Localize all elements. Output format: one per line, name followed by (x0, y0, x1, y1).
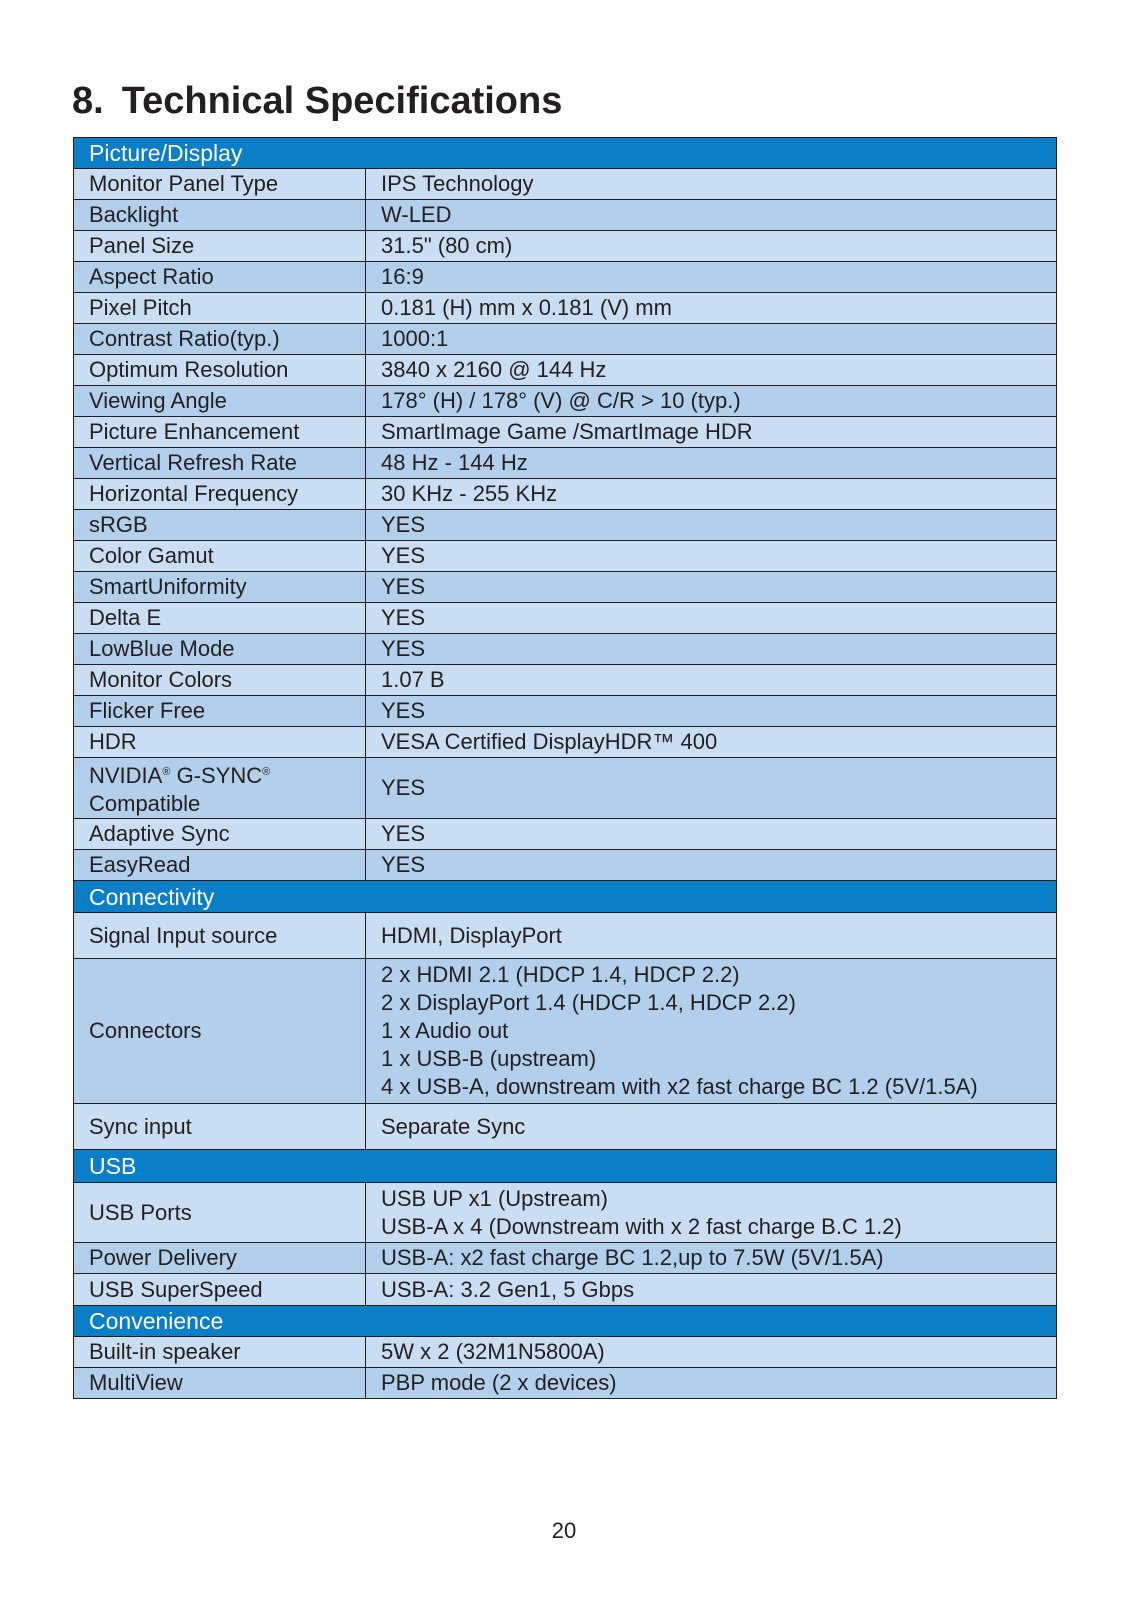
spec-label: Backlight (74, 200, 366, 231)
spec-label: LowBlue Mode (74, 634, 366, 665)
spec-value-line: 178° (H) / 178° (V) @ C/R > 10 (typ.) (381, 388, 741, 413)
spec-value-line: 1000:1 (381, 326, 449, 351)
spec-value (366, 727, 1057, 758)
spec-value-line: USB-A: x2 fast charge BC 1.2,up to 7.5W (5V/1.5A) (381, 1245, 884, 1270)
spec-value-line: 2 x HDMI 2.1 (HDCP 1.4, HDCP 2.2) (381, 962, 740, 987)
spec-value-line: 16:9 (381, 264, 424, 289)
label-part: NVIDIA (89, 763, 163, 788)
spec-value-line: 3840 x 2160 @ 144 Hz (381, 357, 607, 382)
spec-label: USB Ports (74, 1183, 366, 1243)
section-number: 8. (72, 80, 104, 122)
spec-value (366, 696, 1057, 727)
spec-label: Picture Enhancement (74, 417, 366, 448)
spec-row (74, 603, 1057, 634)
spec-label: USB SuperSpeed (74, 1274, 366, 1306)
spec-row (74, 479, 1057, 510)
section-header-row (74, 881, 1057, 913)
spec-label: HDR (74, 727, 366, 758)
spec-value-line: USB-A x 4 (Downstream with x 2 fast charge B.C 1.2) (381, 1213, 902, 1239)
spec-value-line: 1.07 B (381, 667, 445, 692)
spec-value-line: YES (381, 821, 426, 846)
spec-value-line: PBP mode (2 x devices) (381, 1370, 617, 1395)
label-part: G-SYNC (170, 763, 263, 788)
spec-label: Adaptive Sync (74, 819, 366, 850)
page-number: 20 (551, 1518, 577, 1543)
spec-label: Aspect Ratio (74, 262, 366, 293)
spec-row (74, 448, 1057, 479)
section-header-row (74, 138, 1057, 169)
spec-value-line: YES (381, 636, 426, 661)
spec-value (366, 448, 1057, 479)
spec-value-line: HDMI, DisplayPort (381, 922, 562, 948)
spec-value (366, 850, 1057, 881)
spec-label: Vertical Refresh Rate (74, 448, 366, 479)
spec-value-line: 1 x USB-B (upstream) (381, 1046, 597, 1071)
spec-row (74, 696, 1057, 727)
spec-value (366, 355, 1057, 386)
spec-value (366, 1368, 1057, 1399)
spec-label: MultiView (74, 1368, 366, 1399)
spec-value-line: 2 x DisplayPort 1.4 (HDCP 1.4, HDCP 2.2) (381, 990, 796, 1015)
spec-row (74, 959, 1057, 1104)
spec-value (366, 169, 1057, 200)
spec-value (366, 510, 1057, 541)
spec-value (366, 634, 1057, 665)
spec-value (366, 479, 1057, 510)
spec-row (74, 727, 1057, 758)
spec-value-line: 4 x USB-A, downstream with x2 fast charge BC 1.2 (5V/1.5A) (381, 1074, 978, 1099)
spec-row (74, 262, 1057, 293)
section-heading: Picture/Display (74, 138, 1057, 169)
section-header-row (74, 1306, 1057, 1337)
spec-label: EasyRead (74, 850, 366, 881)
spec-value (366, 572, 1057, 603)
spec-row (74, 510, 1057, 541)
spec-value-line: YES (381, 698, 426, 723)
spec-value (366, 541, 1057, 572)
spec-row (74, 1368, 1057, 1399)
spec-label: Connectors (74, 959, 366, 1104)
spec-row (74, 541, 1057, 572)
spec-row (74, 417, 1057, 448)
spec-value-line: IPS Technology (381, 171, 534, 196)
spec-value-line: YES (381, 543, 426, 568)
spec-label: Color Gamut (74, 541, 366, 572)
page-title (72, 80, 562, 123)
spec-label: Monitor Panel Type (74, 169, 366, 200)
spec-value-line: VESA Certified DisplayHDR™ 400 (381, 729, 718, 754)
spec-label: Optimum Resolution (74, 355, 366, 386)
section-heading: Connectivity (74, 881, 1057, 913)
spec-row (74, 386, 1057, 417)
spec-row (74, 819, 1057, 850)
spec-value (366, 1274, 1057, 1306)
registered-mark: ® (162, 766, 171, 778)
spec-value (366, 1104, 1057, 1150)
spec-value (366, 1337, 1057, 1368)
spec-label: Panel Size (74, 231, 366, 262)
title-text: Technical Specifications (121, 80, 563, 122)
spec-row (74, 1104, 1057, 1150)
spec-value (366, 293, 1057, 324)
spec-label: Power Delivery (74, 1243, 366, 1274)
spec-label: Contrast Ratio(typ.) (74, 324, 366, 355)
spec-row (74, 758, 1057, 819)
spec-row (74, 665, 1057, 696)
spec-value (366, 231, 1057, 262)
section-header-row (74, 1150, 1057, 1183)
spec-value-line: YES (381, 574, 426, 599)
spec-value-line: Separate Sync (381, 1113, 526, 1139)
spec-label: Pixel Pitch (74, 293, 366, 324)
spec-label: Delta E (74, 603, 366, 634)
spec-value-line: 31.5" (80 cm) (381, 233, 513, 258)
spec-row (74, 913, 1057, 959)
registered-mark: ® (262, 766, 271, 778)
spec-value (366, 1243, 1057, 1274)
specifications-table (73, 137, 1057, 1399)
spec-value (366, 819, 1057, 850)
spec-label: sRGB (74, 510, 366, 541)
spec-row (74, 1243, 1057, 1274)
spec-row (74, 200, 1057, 231)
spec-value (366, 200, 1057, 231)
spec-value-line: W-LED (381, 202, 452, 227)
spec-value (366, 603, 1057, 634)
spec-row (74, 850, 1057, 881)
specifications-table-body (74, 138, 1057, 1399)
spec-value-line: YES (381, 605, 426, 630)
spec-value (366, 324, 1057, 355)
spec-row (74, 634, 1057, 665)
spec-value-line: USB-A: 3.2 Gen1, 5 Gbps (381, 1276, 635, 1302)
spec-label: SmartUniformity (74, 572, 366, 603)
spec-value-line: 5W x 2 (32M1N5800A) (381, 1339, 605, 1364)
spec-label: Flicker Free (74, 696, 366, 727)
spec-row (74, 231, 1057, 262)
section-heading: Convenience (74, 1306, 1057, 1337)
spec-value-line: YES (381, 852, 426, 877)
spec-value (366, 758, 1057, 819)
spec-value (366, 959, 1057, 1104)
spec-value-line: 0.181 (H) mm x 0.181 (V) mm (381, 295, 672, 320)
spec-row (74, 169, 1057, 200)
spec-row (74, 1274, 1057, 1306)
spec-label: Sync input (74, 1104, 366, 1150)
spec-value (366, 386, 1057, 417)
spec-value (366, 665, 1057, 696)
spec-row (74, 1337, 1057, 1368)
spec-value (366, 417, 1057, 448)
spec-label: Built-in speaker (74, 1337, 366, 1368)
spec-value-line: 1 x Audio out (381, 1018, 509, 1043)
spec-value (366, 913, 1057, 959)
spec-row (74, 355, 1057, 386)
label-part: Compatible (89, 791, 201, 816)
spec-value (366, 1183, 1057, 1243)
spec-value (366, 262, 1057, 293)
spec-label: Viewing Angle (74, 386, 366, 417)
spec-row (74, 572, 1057, 603)
spec-value-line: YES (381, 512, 426, 537)
spec-label: Horizontal Frequency (74, 479, 366, 510)
spec-value-line: USB UP x1 (Upstream) (381, 1185, 608, 1211)
spec-value-line: YES (381, 775, 426, 800)
spec-value-line: SmartImage Game /SmartImage HDR (381, 419, 753, 444)
section-heading: USB (74, 1150, 1057, 1183)
spec-row (74, 1183, 1057, 1243)
spec-label: Signal Input source (74, 913, 366, 959)
spec-label (74, 758, 366, 819)
spec-label: Monitor Colors (74, 665, 366, 696)
spec-value-line: 48 Hz - 144 Hz (381, 450, 528, 475)
spec-value-line: 30 KHz - 255 KHz (381, 481, 558, 506)
spec-row (74, 293, 1057, 324)
spec-row (74, 324, 1057, 355)
